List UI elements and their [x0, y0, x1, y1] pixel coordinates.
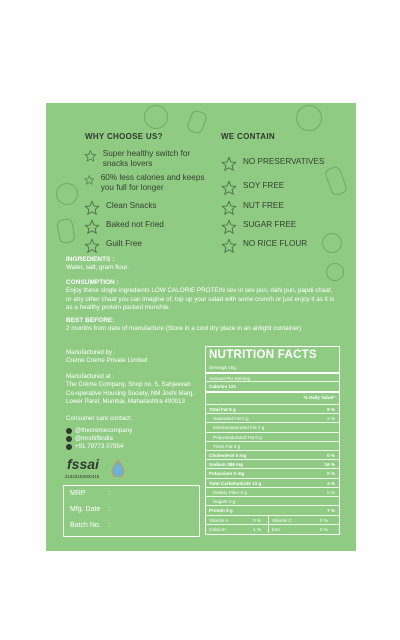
nutrient-label: Polyunsaturated Fat 0 g — [213, 434, 262, 440]
nutrient-dv: 0 % — [327, 471, 335, 477]
feature-item — [84, 239, 214, 254]
vitamin-label: Calcium — [209, 527, 226, 532]
mfg-colon: : — [108, 506, 110, 513]
nutrient-dv: 16 % — [324, 462, 335, 468]
mrp-box — [63, 485, 200, 537]
nutrient-label: Potassium 0 mg — [209, 471, 245, 477]
decor-bottle-icon — [324, 165, 349, 197]
star-icon — [84, 238, 100, 254]
star-icon — [84, 148, 97, 164]
nutrient-label: Monounsaturated Fat 2 g — [213, 425, 265, 431]
nutrient-label: Protein 5 g — [209, 508, 233, 514]
batch-colon: : — [108, 522, 110, 529]
vitamin-value: 0 % — [253, 518, 261, 523]
mrp-colon: : — [108, 490, 110, 497]
nutrient-label: Sugars 0 g — [213, 499, 236, 504]
ingredients-heading: INGREDIENTS : — [66, 256, 115, 263]
we-contain-title: WE CONTAIN — [221, 132, 275, 141]
nutrient-dv: 0 % — [327, 453, 335, 458]
dv-header: % Daily Value* — [303, 395, 335, 400]
consumption-heading: CONSUMPTION : — [66, 279, 119, 286]
feature-text: Super healthy switch for snacks lovers — [102, 149, 191, 168]
feature-item — [84, 220, 214, 235]
water-drop-icon — [111, 459, 125, 477]
nutrient-row — [206, 505, 339, 515]
star-icon — [221, 156, 237, 172]
best-before-block — [66, 317, 338, 334]
contain-item — [221, 220, 296, 235]
nutrient-label: Dietary Fiber 0 g — [213, 489, 247, 495]
fssai-number: 21523153000415 — [65, 474, 100, 479]
nutrient-label: Sodium 386 mg — [209, 462, 243, 468]
contain-text: SUGAR FREE — [243, 220, 297, 229]
nutrition-facts-panel — [205, 346, 340, 535]
feature-text: 60% less calories and keeps you full for longer — [100, 173, 205, 192]
fssai-logo: fssai — [67, 456, 99, 472]
feature-text: Clean Snacks — [106, 201, 157, 210]
contain-text: SOY FREE — [243, 181, 285, 190]
feature-item — [84, 173, 214, 193]
instagram-icon — [66, 436, 72, 442]
instagram-handle: @thecremecompany — [75, 427, 133, 434]
vitamin-label: Vitamin A — [209, 518, 229, 523]
nutrient-label: Cholesterol 0 mg — [209, 453, 247, 458]
handle-row[interactable] — [66, 435, 113, 442]
vitamin-value: 0 % — [320, 527, 328, 532]
consumption-text: Enjoy these single ingredients LOW CALORIE PROTEIN sev in sev puri, dahi puri, papdi chaat, or any other chaat you can imagine of; top up your salad with some crunch or just enjoy it as it is as a healthy protein packed munchie. — [66, 287, 335, 312]
manufactured-at-label: Manufactured at : — [66, 373, 115, 380]
second-handle: @mrshiftindia — [75, 435, 113, 442]
vitamin-label: Iron — [272, 527, 280, 532]
nutrient-label: Trans Fat 0 g — [213, 443, 241, 449]
batch-row — [70, 522, 110, 529]
servings-row — [206, 363, 339, 372]
batch-label: Batch No. — [70, 522, 101, 529]
feature-text: Guilt Free — [106, 239, 142, 248]
contain-item — [221, 201, 284, 216]
vitamin-label: Vitamin C — [272, 518, 292, 523]
contain-item — [221, 157, 324, 172]
vitamin-value: 0 % — [320, 518, 328, 523]
decor-jar-icon — [186, 109, 209, 135]
feature-item — [84, 201, 214, 216]
instagram-row[interactable] — [66, 427, 132, 434]
best-before-heading: BEST BEFORE: — [66, 317, 115, 324]
dv-header-row — [206, 391, 339, 402]
phone-number: +91 79773 07954 — [75, 443, 124, 450]
star-icon — [84, 200, 100, 216]
manufactured-at-address: The Crème Company, Shop no. 5, Sahjeevan Co-operative Housing Society, NM Joshi Marg, Lower Parel, Mumbai, Maharashtra 400013 — [66, 381, 195, 406]
decor-circle-icon — [322, 233, 342, 253]
mrp-label: MRP — [70, 490, 86, 497]
mfg-date-row — [70, 506, 110, 513]
nutrient-dv: 8 % — [327, 407, 335, 412]
nutrient-label: Total Carbohydrate 13 g — [209, 480, 262, 486]
servings-text: Servings 15g — [209, 365, 236, 370]
feature-text: Baked not Fried — [106, 220, 164, 229]
why-choose-title: WHY CHOOSE US? — [85, 132, 163, 141]
manufactured-by-label: Manufactured by : — [66, 349, 116, 356]
decor-glass-icon — [56, 218, 76, 244]
nutrient-dv: 7 % — [327, 508, 335, 514]
decor-circle-icon — [296, 105, 322, 131]
phone-icon — [66, 444, 72, 450]
contain-item — [221, 239, 307, 254]
mrp-row — [70, 490, 110, 497]
phone-row[interactable] — [66, 443, 123, 450]
instagram-icon — [66, 428, 72, 434]
manufacturer-block — [66, 349, 198, 366]
nutrient-label: Saturated Fat 0 g — [213, 416, 249, 422]
vitamin-value: 1 % — [253, 527, 261, 532]
nutrient-dv: 2 % — [327, 416, 335, 422]
amount-per-serving: Amount Per Serving — [209, 376, 251, 381]
contain-item — [221, 181, 284, 196]
contain-text: NUT FREE — [243, 201, 284, 210]
nutrient-label: Total Fat 5 g — [209, 407, 236, 412]
calories-text: Calories 121 — [209, 384, 237, 389]
manufactured-at-block — [66, 373, 198, 407]
nutrition-title: NUTRITION FACTS — [209, 349, 317, 361]
contain-text: NO PRESERVATIVES — [243, 157, 325, 166]
star-icon — [84, 219, 100, 235]
star-icon — [221, 238, 237, 254]
nutrient-dv: 0 % — [327, 489, 335, 495]
ingredients-text: Water, salt, gram flour. — [66, 264, 129, 272]
star-icon — [221, 219, 237, 235]
label-panel — [46, 103, 356, 551]
star-icon — [221, 200, 237, 216]
contain-text: NO RICE FLOUR — [243, 239, 308, 248]
star-icon — [221, 180, 237, 196]
star-icon — [84, 172, 95, 188]
mfg-date-label: Mfg. Date — [70, 506, 101, 513]
nutrient-dv: 4 % — [327, 480, 335, 486]
calories-row — [206, 381, 339, 391]
feature-item — [84, 149, 214, 169]
decor-circle-icon — [144, 105, 168, 129]
decor-circle-icon — [56, 183, 78, 205]
manufactured-by-name: Creme Creme Private Limited — [66, 357, 148, 365]
vitamin-row — [206, 524, 339, 534]
ingredients-block — [66, 256, 338, 273]
best-before-text: 2 months from date of manufacture (Store in a cool dry place in an airtight container) — [66, 325, 302, 333]
consumer-care-label: Consumer care contact: — [66, 415, 132, 422]
consumption-block — [66, 279, 338, 313]
